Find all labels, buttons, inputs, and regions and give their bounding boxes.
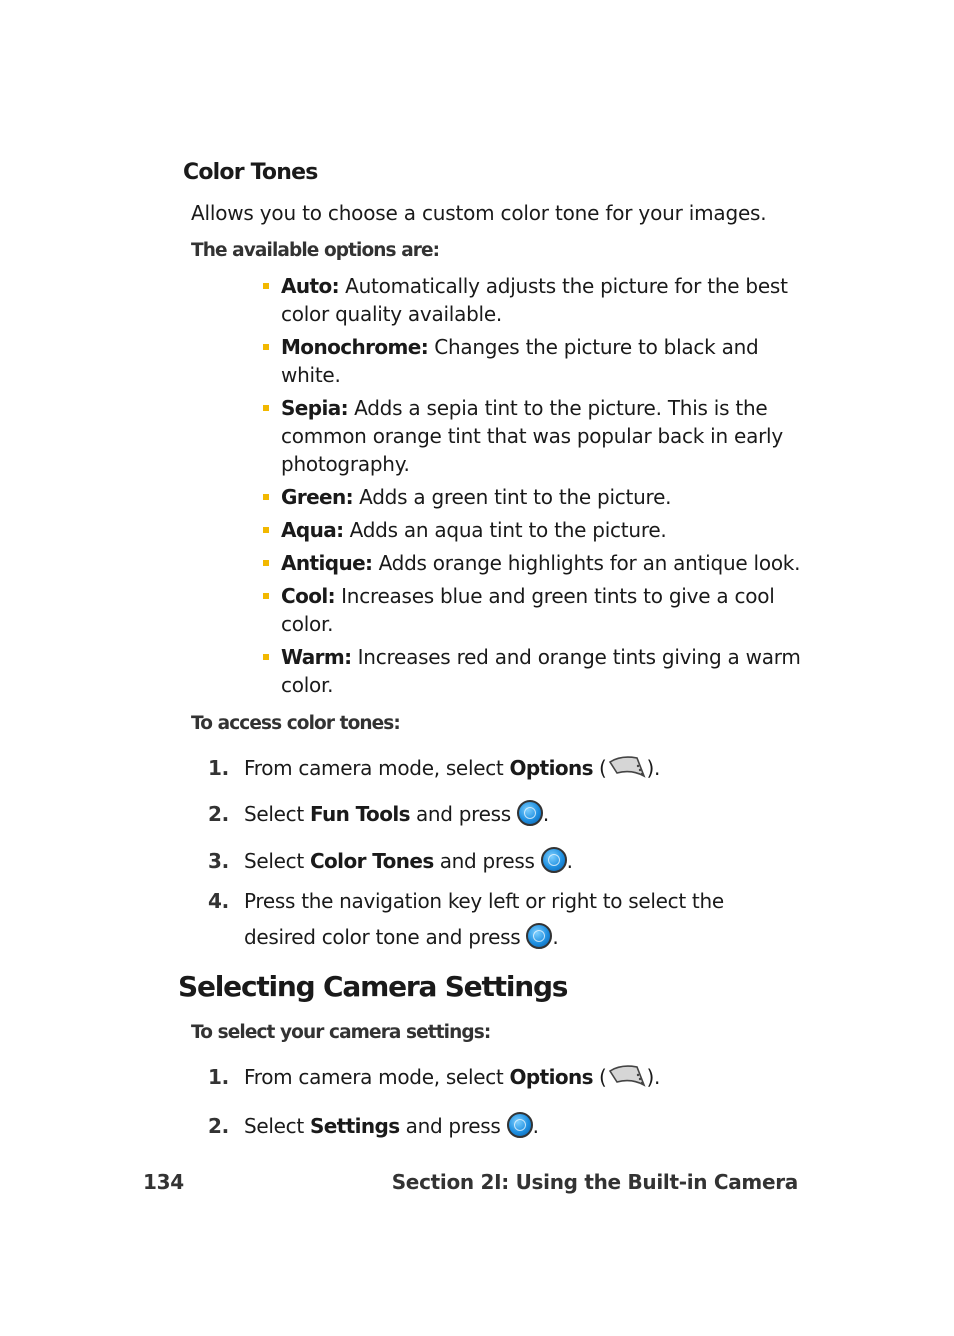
camera-settings-label: To select your camera settings: [191,1022,491,1043]
bullet-icon [263,560,269,566]
step-item: 3. Select Color Tones and press . [208,843,808,879]
step-item: 1. From camera mode, select Options ( ). [208,1059,808,1095]
list-item: Aqua: Adds an aqua tint to the picture. [262,516,802,544]
list-item: Antique: Adds orange highlights for an antique look. [262,549,802,577]
step-item: 1. From camera mode, select Options ( ). [208,750,808,786]
list-item: Warm: Increases red and orange tints giving a warm color. [262,643,802,699]
menu-ok-button-icon [541,847,567,873]
menu-ok-button-icon [517,800,543,826]
bullet-icon [263,593,269,599]
menu-ok-button-icon [526,923,552,949]
access-label: To access color tones: [191,713,400,734]
list-item: Cool: Increases blue and green tints to give a cool color. [262,582,802,638]
options-list [262,272,802,704]
bullet-icon [263,344,269,350]
section-heading-camera-settings: Selecting Camera Settings [178,970,568,1003]
step-item: 2. Select Settings and press . [208,1108,808,1144]
right-softkey-icon [607,754,647,780]
section-heading-color-tones: Color Tones [183,160,318,185]
bullet-icon [263,283,269,289]
list-item: Green: Adds a green tint to the picture. [262,483,802,511]
step-item: 4. Press the navigation key left or right to select the desired color tone and press . [208,889,724,949]
bullet-icon [263,527,269,533]
bullet-icon [263,405,269,411]
list-item: Monochrome: Changes the picture to black and white. [262,333,802,389]
intro-text: Allows you to choose a custom color tone for your images. [191,201,767,225]
options-label: The available options are: [191,240,440,261]
page-number: 134 [143,1170,184,1194]
section-title: Section 2I: Using the Built-in Camera [391,1170,798,1194]
step-item: 2. Select Fun Tools and press . [208,796,808,832]
bullet-icon [263,494,269,500]
list-item: Sepia: Adds a sepia tint to the picture. This is the common orange tint that was popular back in early photography. [262,394,802,478]
menu-ok-button-icon [507,1112,533,1138]
bullet-icon [263,654,269,660]
right-softkey-icon [607,1063,647,1089]
list-item: Auto: Automatically adjusts the picture for the best color quality available. [262,272,802,328]
